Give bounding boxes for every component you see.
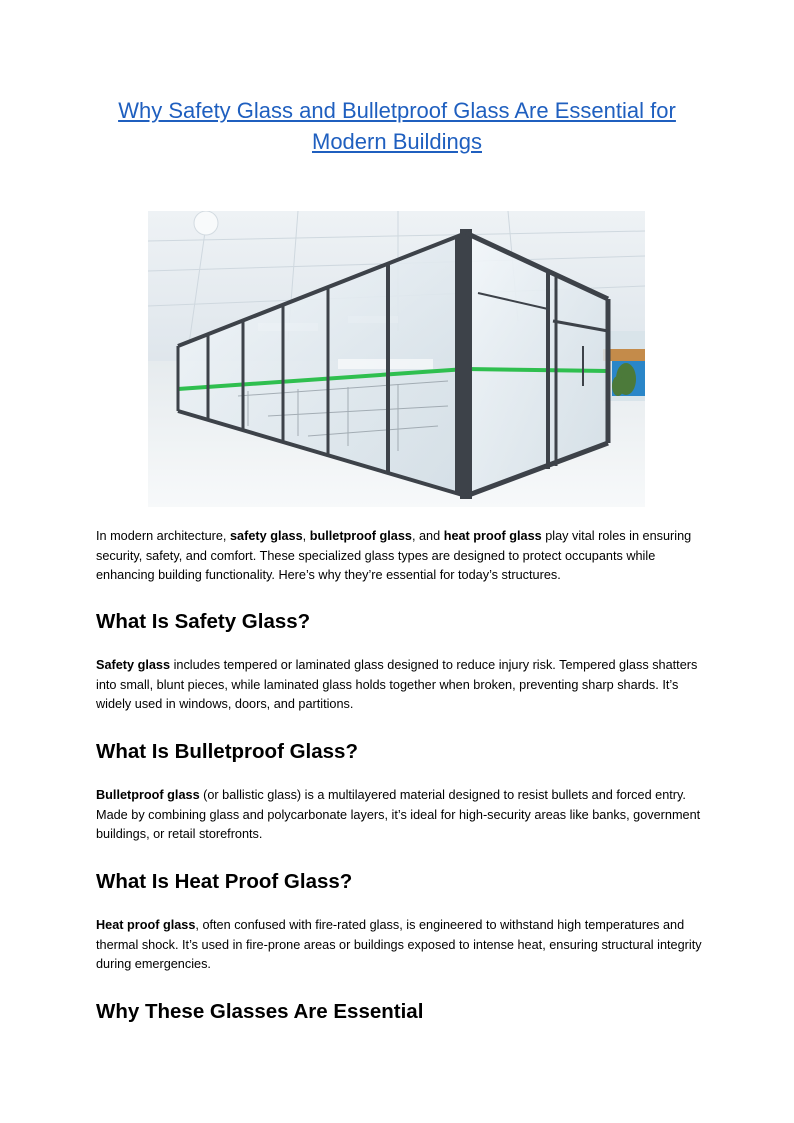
heat-proof-glass-paragraph xyxy=(96,916,702,975)
heading-bulletproof-glass: What Is Bulletproof Glass? xyxy=(96,740,358,763)
intro-text-2: , xyxy=(302,529,310,543)
intro-text-4: play vital roles in ensuring security, safety, and comfort. These specialized glass types are designed to protect occupants while enhancing building functionality. Here’s why they’re essential for today’s structures. xyxy=(96,529,692,582)
intro-bold-heat-proof-glass: heat proof glass xyxy=(443,529,542,543)
heading-safety-glass: What Is Safety Glass? xyxy=(96,610,311,633)
safety-glass-paragraph xyxy=(96,656,702,715)
intro-text-3: , and xyxy=(411,529,444,543)
title-line-2: Modern Buildings xyxy=(312,129,482,154)
bulletproof-glass-text: (or ballistic glass) is a multilayered material designed to resist bullets and forced entry. Made by combining glass and polycarbonate layers, it’s ideal for high-security areas like banks, government buildings, or retail storefronts. xyxy=(96,788,701,841)
title-line-1: Why Safety Glass and Bulletproof Glass Are Essential for xyxy=(118,98,676,123)
heading-why-essential: Why These Glasses Are Essential xyxy=(96,1000,424,1023)
intro-bold-bulletproof-glass: bulletproof glass xyxy=(309,529,412,543)
title-link[interactable] xyxy=(118,98,676,154)
safety-glass-bold: Safety glass xyxy=(96,658,171,672)
intro-bold-safety-glass: safety glass xyxy=(230,529,303,543)
glass-partition-illustration xyxy=(148,211,645,507)
heading-heat-proof-glass: What Is Heat Proof Glass? xyxy=(96,870,353,893)
bulletproof-glass-paragraph xyxy=(96,786,702,845)
intro-paragraph xyxy=(96,527,702,586)
hero-image xyxy=(148,211,645,507)
bulletproof-glass-bold: Bulletproof glass xyxy=(96,788,200,802)
heat-proof-glass-bold: Heat proof glass xyxy=(96,918,196,932)
safety-glass-text: includes tempered or laminated glass designed to reduce injury risk. Tempered glass shatters into small, blunt pieces, while laminated glass holds together when broken, preventing sharp shards. It’s widely used in windows, doors, and partitions. xyxy=(96,658,698,711)
intro-text-1: In modern architecture, xyxy=(96,529,230,543)
page-title xyxy=(96,95,698,157)
heat-proof-glass-text: , often confused with fire-rated glass, is engineered to withstand high temperatures and thermal shock. It’s used in fire-prone areas or buildings exposed to intense heat, ensuring structural integrity during emergencies. xyxy=(96,918,702,971)
